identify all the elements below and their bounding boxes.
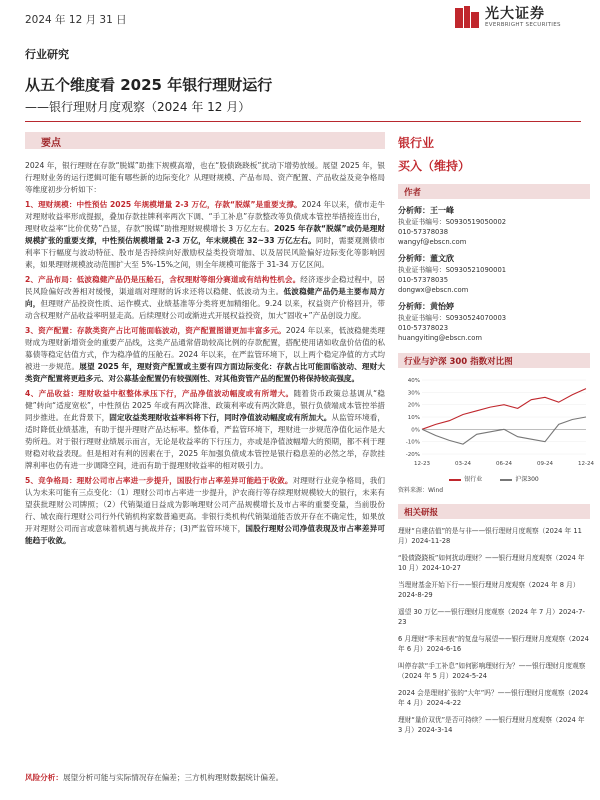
section-4 — [25, 388, 385, 472]
report-title: 从五个维度看 2025 年银行理财运行 — [25, 76, 273, 94]
chart-svg — [398, 376, 594, 468]
y-tick-label: 0% — [411, 427, 420, 434]
analyst-card — [398, 205, 590, 247]
section-4-text: 随着货币政策总基调从“稳健”转向“适度宽松”，中性预估 2025 年或有两次降准、政策利率或有两次降息，银行负债端成本管控举措同步推进。在此背景下， — [25, 389, 386, 422]
report-subtitle: ——银行理财月度观察（2024 年 12 月） — [25, 100, 251, 114]
section-5 — [25, 475, 385, 547]
authors-header: 作者 — [398, 184, 590, 199]
section-5-text: 对理财行业竞争格局，我们认为未来可能有三点变化：（1）理财公司市占率进一步提升，沪农商行等存续理财规模较大的银行，未来有望获批理财公司牌照；（2）代销渠道日益成为影响理财公司产品规模增长及市占率的重要变量，当前股份行、城农商行理财公司行外代销机构家数普遍更高。非银行类机构代销渠道能否放开存在不确定性，如果放开对理财公司而言或意味着机遇与挑战并存；(3)严监管环境下， — [25, 476, 386, 533]
chart-legend — [398, 474, 590, 483]
section-5-highlight: 国股行理财公司净值表现及市占率差异可能趋于收敛。 — [25, 524, 385, 545]
report-date: 2024 年 12 月 31 日 — [25, 14, 127, 26]
y-tick-label: -20% — [405, 452, 420, 458]
section-1-text-2: 同时，需要观测债市利率下行幅度与波动特征、股市是否持续向好激励权益类投资增加、以及居民风险偏好边际变化等影响因素，如果理财规模波动范围扩大至 5%-15%之间，则全年规模可能落于 31-34 万亿区间。 — [25, 236, 385, 269]
analyst-phone: 010-57378023 — [398, 324, 449, 332]
x-tick-label: 09-24 — [537, 461, 553, 467]
analyst-name: 分析师：黄怡婷 — [398, 302, 454, 311]
section-1-highlight: 2025 年存款“脱媒”或仍是理财规模扩张的重要支撑，中性预估规模增量 2-3 万亿，年末规模在 32~33 万亿左右。 — [25, 224, 385, 245]
related-report[interactable]: “股债跷跷板”如何扰动理财？——银行理财月度观察（2024 年 10 月）2024-10-27 — [398, 554, 585, 572]
summary-body — [25, 160, 385, 550]
logo-mark-icon — [455, 6, 481, 28]
section-5-heading: 5、竞争格局：理财公司市占率进一步提升，国股行市占率差异可能趋于收敛。 — [25, 476, 293, 485]
x-tick-label: 12-24 — [578, 461, 594, 467]
section-1-heading: 1、理财规模：中性预估 2025 年规模增量 2-3 万亿，存款“脱媒”是重要支撑。 — [25, 200, 302, 209]
analyst-phone: 010-57378038 — [398, 228, 449, 236]
risk-text: 展望分析可能与实际情况存在偏差；三方机构理财数据统计偏差。 — [62, 773, 284, 782]
risk-label: 风险分析： — [25, 773, 63, 782]
section-2-heading: 2、产品布局：低波稳健产品仍是压舱石，含权理财等细分赛道或有结构性机会。 — [25, 275, 301, 284]
logo-text: 光大证券 — [485, 5, 545, 22]
related-report[interactable]: 当理财基金开始下行——银行理财月度观察（2024 年 8 月）2024-8-29 — [398, 581, 580, 599]
y-tick-label: 40% — [407, 378, 420, 384]
analyst-phone: 010-57378035 — [398, 276, 449, 284]
related-report[interactable]: 6 月理财“季末回表”的复盘与展望——银行理财月度观察（2024 年 6 月）2024-6-16 — [398, 635, 589, 653]
analyst-name: 分析师：董文欣 — [398, 254, 454, 263]
related-header: 相关研报 — [398, 504, 590, 519]
analyst-email[interactable]: wangyf@ebscn.com — [398, 238, 467, 246]
section-4-text-2: 从监管环境看，适时降低业绩基准，有助于提升理财产品达标率。整体看，严监管环境下，理财进一步规范净值化运作是大势所趋。对于银行理财业绩展示而言，无论是收益率的下行压力，亦或是净值波幅增大的预期，都不利于理财稳对收益表现。但是相对有利的因素在于，2025 年加强负债成本管控是银行稳息差的必然之举，存款挂牌利率也仍有进一步调降空间，进而有助于提理财收益率的相对吸引力。 — [25, 413, 386, 470]
legend-bank: 银行业 — [449, 474, 482, 483]
summary-label: 要点 — [41, 138, 61, 149]
related-report[interactable]: 理财“量价双优”是否可持续？——银行理财月度观察（2024 年 3 月）2024-3-14 — [398, 716, 585, 734]
section-2-highlight: 低波稳健产品仍是主要布局方向， — [25, 287, 386, 308]
analyst-cert: 执业证书编号：S0930519050002 — [398, 218, 507, 226]
analyst-card — [398, 301, 590, 343]
x-tick-label: 03-24 — [455, 461, 471, 467]
rating: 买入（维持） — [398, 159, 471, 173]
intro-paragraph: 2024 年，银行理财在存款“脱媒”助推下规模高增，也在“股债跷跷板”扰动下增势放缓。展望 2025 年，银行理财业务的运行逻辑可能有哪些新的边际变化？从理财规模、产品布局、资产配置、产品收益及竞争格局等维度初步分析如下： — [25, 161, 385, 194]
risk-note — [25, 772, 385, 783]
related-report[interactable]: 叫停存款“手工补息”如何影响理财行为？——银行理财月度观察（2024 年 5 月）2024-5-24 — [398, 662, 586, 680]
summary-header — [25, 132, 385, 149]
industry-name: 银行业 — [398, 136, 435, 150]
brand-logo — [455, 6, 561, 28]
analyst-card — [398, 253, 590, 295]
chart-source: 资料来源：Wind — [398, 487, 444, 494]
section-1-text: 2024 年以来，债市走牛对理财收益率形成提振，叠加存款挂牌利率两次下调、“手工补息”存款整改等负债成本管控举措接连出台，理财收益率“比价优势”凸显，存款“脱媒”助推理财规模增长 3 万亿左右。 — [25, 200, 385, 233]
analyst-cert: 执业证书编号：S0930521090001 — [398, 266, 507, 274]
analyst-cert: 执业证书编号：S0930524070003 — [398, 314, 507, 322]
chart-header: 行业与沪深 300 指数对比图 — [398, 353, 590, 368]
analyst-email[interactable]: huangyiting@ebscn.com — [398, 334, 483, 342]
section-3-heading: 3、资产配置：存款类资产占比可能面临波动，资产配置图谱更加丰富多元。 — [25, 326, 286, 335]
related-report[interactable]: 遥望 30 万亿——银行理财月度观察（2024 年 7 月）2024-7-23 — [398, 608, 585, 626]
related-reports — [398, 526, 590, 735]
section-3 — [25, 325, 385, 385]
legend-hs300: 沪深300 — [500, 474, 538, 483]
sidebar — [398, 134, 594, 735]
section-3-highlight: 展望 2025 年，理财资产配置或主要有四方面边际变化：存款占比可能面临波动、理财大类资产配置将更趋多元、对公募基金配置仍有较强刚性、对其他资管产品的配置仍将保持较高强度。 — [25, 362, 386, 383]
analyst-name: 分析师：王一峰 — [398, 206, 454, 215]
section-2 — [25, 274, 385, 322]
section-4-heading: 4、产品收益：理财收益中枢整体承压下行，产品净值波动幅度或有所增大。 — [25, 389, 294, 398]
y-tick-label: 30% — [407, 390, 420, 397]
y-tick-label: -10% — [405, 439, 420, 446]
analyst-email[interactable]: dongwx@ebscn.com — [398, 286, 469, 294]
section-4-highlight: 固定收益类理财收益率料将下行，同时净值波动幅度或有所加大。 — [109, 413, 332, 422]
x-tick-label: 06-24 — [496, 461, 512, 467]
index-comparison-chart — [398, 376, 594, 494]
related-report[interactable]: 2024 会是理财扩张的“大年”吗？——银行理财月度观察（2024 年 4 月）2024-4-22 — [398, 689, 589, 707]
related-report[interactable]: 理财“自建估值”的是与非——银行理财月度观察（2024 年 11 月）2024-11-28 — [398, 527, 582, 545]
logo-subtext: EVERBRIGHT SECURITIES — [485, 21, 561, 28]
report-category: 行业研究 — [25, 48, 69, 61]
y-tick-label: 10% — [407, 415, 420, 421]
y-tick-label: 20% — [407, 402, 420, 409]
section-2-text-2: 但理财产品投资性质、运作模式、业绩基准等分类将更加精细化。9.24 以来，权益资产价格回升，带动含权理财产品收益率明显走高。后续理财公司或渐进式开展权益投资，加大“固收+”产品创设力度。 — [25, 299, 386, 320]
x-tick-label: 12-23 — [414, 461, 430, 467]
title-divider — [25, 121, 581, 122]
section-1 — [25, 199, 385, 271]
section-3-text: 2024 年以来，低波稳健类理财成为理财新增资金的重要产品线，这类产品通常借助较高比例的存款配置，搭配使用诸如收盘价估值的私募债等稳定估值方式，作为稳净值的压舱石。2024 年以来，在严监管环境下，以上两个稳定净值的方式均被进一步规范。 — [25, 326, 385, 371]
section-2-text: 经济逐步企稳过程中，居民风险偏好改善相对缓慢，渠道端对理财的诉求还将以稳健、低波动为主。 — [25, 275, 386, 296]
